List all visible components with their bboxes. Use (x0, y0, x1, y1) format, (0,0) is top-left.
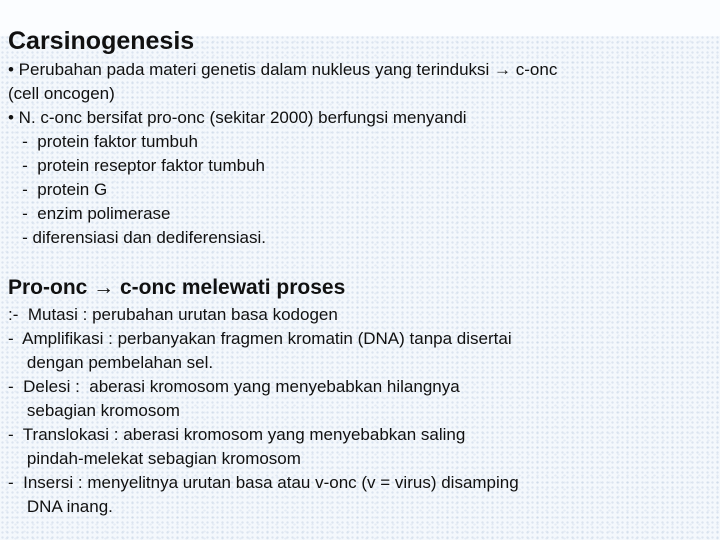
section1-line: - diferensiasi dan dediferensiasi. (8, 228, 266, 247)
section1-line: • N. c-onc bersifat pro-onc (sekitar 2000) berfungsi menyandi (8, 108, 467, 127)
section2-line: - Amplifikasi : perbanyakan fragmen kromatin (DNA) tanpa disertai (8, 329, 512, 348)
section2-line: - Delesi : aberasi kromosom yang menyebabkan hilangnya (8, 377, 460, 396)
section2-line: dengan pembelahan sel. (8, 353, 214, 372)
section2-line: :- Mutasi : perubahan urutan basa kodogen (8, 305, 338, 324)
section2-heading: Pro-onc → c-onc melewati proses (8, 276, 346, 299)
section1-line: - protein reseptor faktor tumbuh (8, 156, 266, 175)
section2-line: pindah-melekat sebagian kromosom (8, 449, 301, 468)
section1-line: - enzim polimerase (8, 204, 171, 223)
section2-line: - Insersi : menyelitnya urutan basa atau v-onc (v = virus) disamping (8, 473, 519, 492)
section1-line: (cell oncogen) (8, 84, 115, 103)
section1-line: - protein G (8, 180, 108, 199)
section1-line: - protein faktor tumbuh (8, 132, 198, 151)
section1-line: • Perubahan pada materi genetis dalam nukleus yang terinduksi → c-onc (8, 60, 558, 79)
slide-title: Carsinogenesis (8, 27, 195, 55)
section2-line: sebagian kromosom (8, 401, 180, 420)
section2-line: - Translokasi : aberasi kromosom yang menyebabkan saling (8, 425, 466, 444)
section2-line: DNA inang. (8, 497, 113, 516)
